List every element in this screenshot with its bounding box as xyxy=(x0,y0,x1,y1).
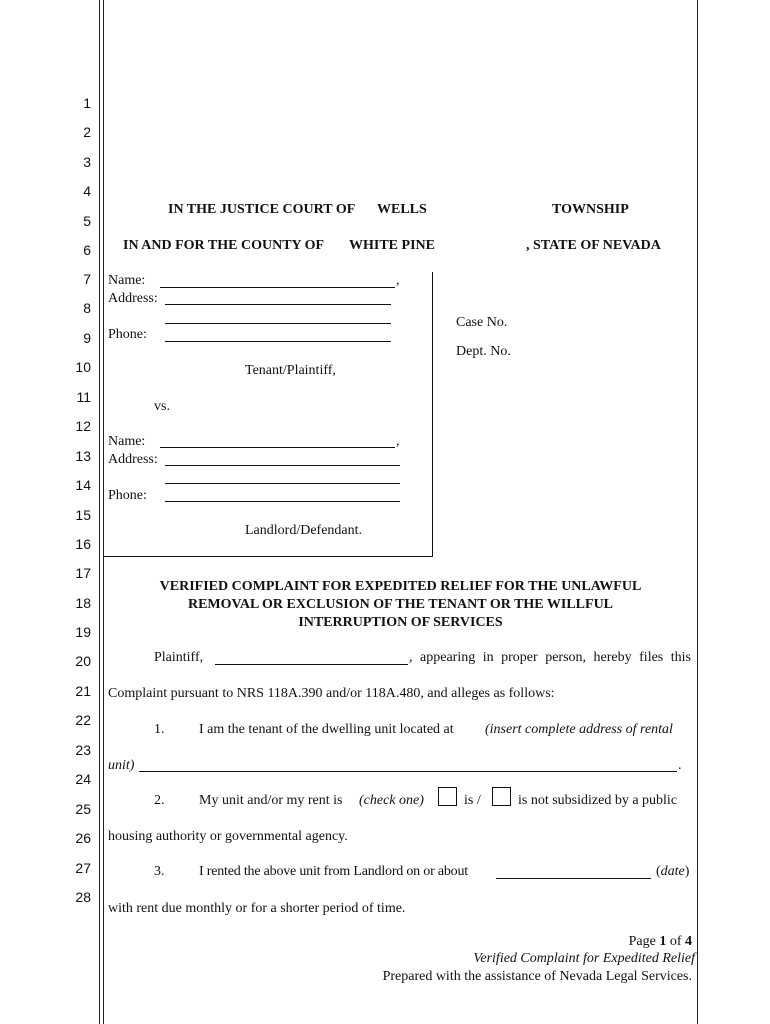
plaintiff-name-field[interactable] xyxy=(160,287,395,288)
option-is-label: is / xyxy=(464,793,481,808)
page-word: Page xyxy=(628,934,656,949)
county-field[interactable]: WHITE PINE xyxy=(349,238,435,253)
caption-box-bottom-border xyxy=(104,556,433,557)
line-number: 14 xyxy=(75,477,91,493)
line-number: 9 xyxy=(83,330,91,346)
plaintiff-role: Tenant/Plaintiff, xyxy=(245,363,336,378)
intro-continuation: Complaint pursuant to NRS 118A.390 and/or 118A.480, and alleges as follows: xyxy=(108,686,555,701)
left-margin-rule-inner xyxy=(103,0,104,1024)
line-number: 24 xyxy=(75,771,91,787)
dept-no-label: Dept. No. xyxy=(456,344,511,359)
line-number: 3 xyxy=(83,154,91,170)
paragraph-1-text: I am the tenant of the dwelling unit located at xyxy=(199,722,454,737)
line-number: 11 xyxy=(76,389,91,405)
paragraph-3-text: I rented the above unit from Landlord on or about xyxy=(199,864,468,879)
paragraph-1-number: 1. xyxy=(154,722,165,737)
line-number: 13 xyxy=(75,448,91,464)
paragraph-1-instruction-end: unit) xyxy=(108,758,135,773)
not-subsidized-checkbox[interactable] xyxy=(492,787,511,806)
line-number: 19 xyxy=(75,624,91,640)
footer-document-title: Verified Complaint for Expedited Relief xyxy=(473,951,695,966)
line-number: 20 xyxy=(75,653,91,669)
plaintiff-phone-label: Phone: xyxy=(108,327,147,342)
case-no-label: Case No. xyxy=(456,315,508,330)
document-title xyxy=(104,578,697,632)
defendant-name-label: Name: xyxy=(108,434,146,449)
right-margin-rule xyxy=(697,0,698,1024)
title-line-2: REMOVAL OR EXCLUSION OF THE TENANT OR THE WILLFUL xyxy=(187,597,614,612)
paragraph-3-number: 3. xyxy=(154,864,165,879)
line-number: 25 xyxy=(75,801,91,817)
defendant-phone-label: Phone: xyxy=(108,488,147,503)
paragraph-2-instruction: (check one) xyxy=(359,793,424,808)
line-number: 23 xyxy=(75,742,91,758)
paragraph-3-continuation: with rent due monthly or for a shorter period of time. xyxy=(108,901,406,916)
line-number: 8 xyxy=(83,300,91,316)
title-line-3: INTERRUPTION OF SERVICES xyxy=(298,615,503,630)
line-number: 28 xyxy=(75,889,91,905)
left-margin-rule-outer xyxy=(99,0,100,1024)
paragraph-2-continuation: housing authority or governmental agency. xyxy=(108,829,348,844)
line-number: 6 xyxy=(83,242,91,258)
plaintiff-name-label: Name: xyxy=(108,273,146,288)
line-number: 16 xyxy=(75,536,91,552)
date-hint-open: ( xyxy=(656,864,661,879)
paragraph-1-period: . xyxy=(678,758,682,773)
rental-address-field[interactable] xyxy=(139,771,677,772)
page-number: 1 xyxy=(659,934,667,949)
defendant-address-field-2[interactable] xyxy=(165,483,400,484)
caption-box-right-border xyxy=(432,272,433,557)
plaintiff-address-label: Address: xyxy=(108,291,158,306)
plaintiff-phone-field[interactable] xyxy=(165,341,391,342)
line-number: 1 xyxy=(83,95,91,111)
intro-plaintiff-label: Plaintiff, xyxy=(154,650,204,665)
plaintiff-address-field-2[interactable] xyxy=(165,323,391,324)
option-is-not-label: is not subsidized by a public xyxy=(518,793,678,808)
township-label: TOWNSHIP xyxy=(552,202,629,217)
line-number: 4 xyxy=(83,183,91,199)
page-indicator xyxy=(629,934,692,950)
footer-prepared-by: Prepared with the assistance of Nevada Legal Services. xyxy=(382,969,692,984)
intro-text: , appearing in proper person, hereby files this xyxy=(409,650,691,665)
plaintiff-address-field-1[interactable] xyxy=(165,304,391,305)
title-line-1: VERIFIED COMPLAINT FOR EXPEDITED RELIEF FOR THE UNLAWFUL xyxy=(159,579,642,594)
county-prefix: IN AND FOR THE COUNTY OF xyxy=(123,238,325,253)
paragraph-2-text: My unit and/or my rent is xyxy=(199,793,343,808)
line-number: 18 xyxy=(75,595,91,611)
of-word: of xyxy=(669,934,682,949)
line-number: 5 xyxy=(83,213,91,229)
intro-plaintiff-name-field[interactable] xyxy=(215,664,408,665)
line-number: 15 xyxy=(75,507,91,523)
paragraph-1-instruction: (insert complete address of rental xyxy=(485,722,673,737)
line-number: 21 xyxy=(75,683,91,699)
line-number: 12 xyxy=(75,418,91,434)
defendant-address-field-1[interactable] xyxy=(165,465,400,466)
court-prefix: IN THE JUSTICE COURT OF xyxy=(168,202,356,217)
township-field[interactable]: WELLS xyxy=(377,202,427,217)
date-hint xyxy=(656,864,689,880)
defendant-address-label: Address: xyxy=(108,452,158,467)
line-number: 27 xyxy=(75,860,91,876)
defendant-name-comma: , xyxy=(396,434,400,449)
date-hint-close: ) xyxy=(684,864,690,879)
line-number: 10 xyxy=(75,359,91,375)
line-number: 2 xyxy=(83,124,91,140)
plaintiff-name-comma: , xyxy=(396,273,400,288)
paragraph-2-number: 2. xyxy=(154,793,165,808)
line-number: 17 xyxy=(75,565,91,581)
line-number: 22 xyxy=(75,712,91,728)
defendant-role: Landlord/Defendant. xyxy=(245,523,363,538)
subsidized-checkbox[interactable] xyxy=(438,787,457,806)
page-total: 4 xyxy=(685,934,692,949)
defendant-phone-field[interactable] xyxy=(165,501,400,502)
line-number: 7 xyxy=(83,271,91,287)
line-number: 26 xyxy=(75,830,91,846)
versus: vs. xyxy=(154,399,170,414)
defendant-name-field[interactable] xyxy=(160,447,395,448)
rental-date-field[interactable] xyxy=(496,878,651,879)
state-label: , STATE OF NEVADA xyxy=(526,238,661,253)
date-hint-label: date xyxy=(660,864,685,879)
